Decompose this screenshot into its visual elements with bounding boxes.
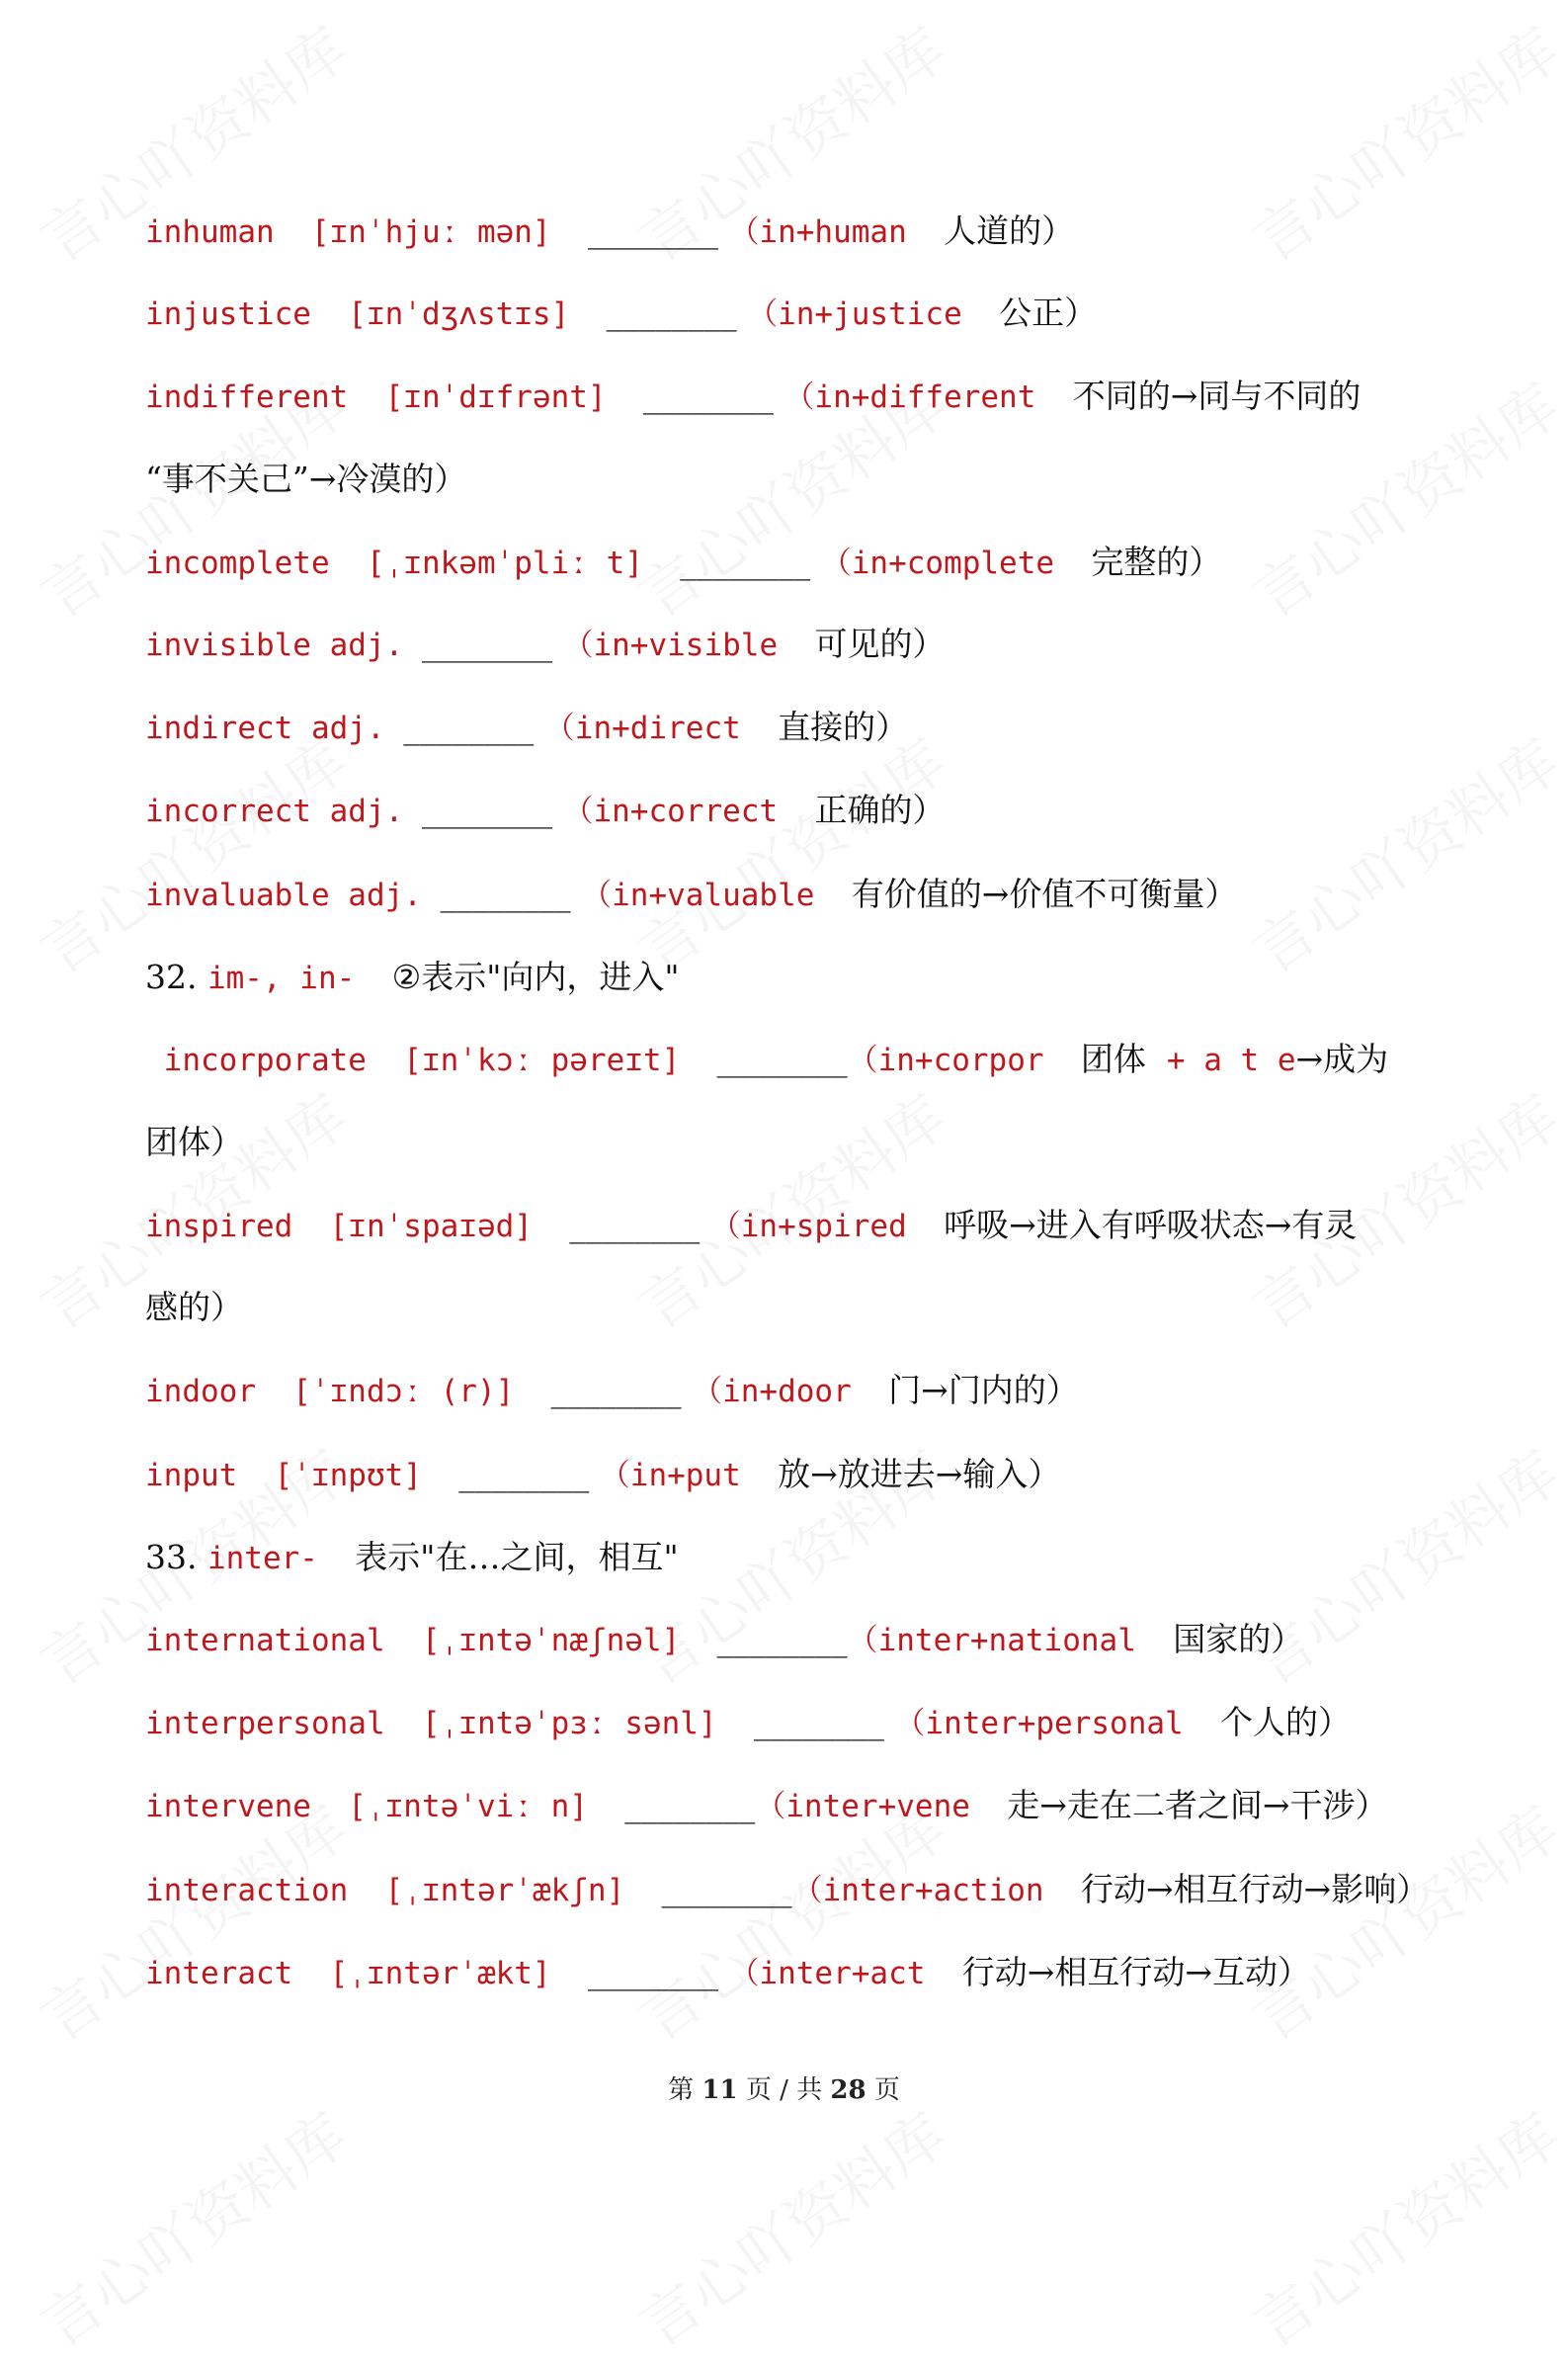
vocab-line	[145, 1371, 1079, 1411]
chinese-text: ________	[421, 625, 563, 663]
vocab-line	[145, 875, 1237, 915]
english-text: （inter+personal	[894, 1706, 1221, 1741]
chinese-text: ________	[550, 1371, 693, 1409]
chinese-text: 表示"在…之间，相互"	[355, 1538, 679, 1576]
vocab-line	[145, 1123, 243, 1163]
chinese-text: ________	[680, 543, 821, 581]
vocab-line	[145, 958, 680, 998]
vocab-line	[145, 460, 466, 500]
watermark	[22, 2090, 362, 2363]
chinese-text: 有价值的→价值不可衡量）	[851, 875, 1238, 913]
chinese-text: ②表示"向内，进入"	[391, 958, 680, 996]
chinese-text: 走→走在二者之间→干涉）	[1007, 1786, 1388, 1824]
watermark	[1234, 717, 1568, 990]
chinese-text: ________	[624, 1786, 756, 1824]
english-text: invisible adj.	[145, 628, 422, 663]
vocab-line	[145, 543, 1221, 583]
vocab-line	[145, 625, 945, 665]
english-text: （in+valuable	[581, 878, 852, 913]
chinese-text: ________	[753, 1703, 895, 1741]
page-footer	[0, 2069, 1568, 2106]
english-text: （inter+national	[847, 1623, 1174, 1658]
chinese-text: ________	[440, 875, 582, 913]
vocab-line	[145, 791, 945, 831]
footer-text: 第	[668, 2075, 702, 2105]
english-text: （in+door	[692, 1374, 889, 1409]
english-text: （inter+action	[791, 1873, 1081, 1908]
chinese-text: 行动→相互行动→影响）	[1080, 1870, 1430, 1908]
watermark	[1234, 2090, 1568, 2363]
watermark	[620, 717, 960, 990]
chinese-text: ________	[569, 1206, 710, 1244]
vocab-line	[145, 377, 1361, 417]
footer-text: 页 / 共	[737, 2075, 831, 2105]
english-text: （in+corpor	[847, 1043, 1081, 1078]
vocab-line	[145, 1703, 1351, 1743]
chinese-text: ________	[587, 1953, 729, 1991]
english-text: incorporate [ɪnˈkɔː pəreɪt]	[145, 1043, 717, 1078]
english-text: interaction [ˌɪntərˈækʃn]	[145, 1873, 662, 1908]
english-text: im-, in-	[206, 961, 392, 996]
chinese-text: ________	[421, 791, 563, 829]
english-text: injustice [ɪnˈdʒʌstɪs]	[145, 296, 607, 332]
chinese-text: ________	[587, 211, 729, 250]
english-text: （in+complete	[820, 546, 1092, 581]
english-text: （in+justice	[747, 296, 1000, 332]
chinese-text: 直接的）	[778, 708, 909, 746]
watermark	[1234, 5, 1568, 279]
footer-text: 页	[866, 2075, 900, 2105]
chinese-text: 人道的）	[944, 211, 1075, 250]
chinese-text: 可见的）	[814, 625, 946, 663]
vocab-line	[145, 708, 908, 748]
vocab-line	[145, 1620, 1303, 1660]
vocab-line	[145, 1040, 1388, 1080]
chinese-text: 个人的）	[1220, 1703, 1352, 1741]
chinese-text: 感的）	[145, 1288, 243, 1326]
chinese-text: 正确的）	[814, 791, 946, 829]
english-text: incomplete [ˌɪnkəmˈpliː t]	[145, 546, 681, 581]
vocab-line	[145, 1538, 679, 1578]
total-pages: 28	[830, 2075, 867, 2105]
chinese-text: ________	[716, 1620, 848, 1658]
chinese-text: 团体）	[145, 1123, 243, 1161]
vocab-line	[145, 1870, 1429, 1910]
english-text: input [ˈɪnpʊt]	[145, 1458, 459, 1493]
english-text: interpersonal [ˌɪntəˈpɜː sənl]	[145, 1706, 754, 1741]
chinese-text: ________	[458, 1455, 600, 1493]
vocab-line	[145, 1953, 1310, 1993]
english-text: + a t e	[1166, 1043, 1296, 1078]
english-text: indifferent [ɪnˈdɪfrənt]	[145, 380, 643, 415]
english-text: international [ˌɪntəˈnæʃnəl]	[145, 1623, 717, 1658]
english-text: （inter+act	[728, 1956, 962, 1991]
english-text: （in+direct	[543, 711, 779, 746]
english-text: intervene [ˌɪntəˈviː n]	[145, 1789, 625, 1824]
vocab-line	[145, 294, 1097, 334]
vocab-line	[145, 1206, 1357, 1246]
chinese-text: ________	[642, 377, 784, 415]
chinese-text: ________	[716, 1040, 848, 1078]
watermark	[22, 717, 362, 990]
english-text: inspired [ɪnˈspaɪəd]	[145, 1209, 570, 1244]
english-text: （in+human	[728, 214, 945, 250]
vocab-line	[145, 1455, 1060, 1495]
english-text: （in+correct	[562, 794, 815, 829]
vocab-line	[145, 211, 1074, 252]
vocab-line	[145, 1786, 1388, 1826]
english-text: （in+put	[599, 1458, 779, 1493]
chinese-text: 呼吸→进入有呼吸状态→有灵	[944, 1206, 1358, 1244]
chinese-text: 33.	[145, 1538, 207, 1576]
english-text: （in+spired	[709, 1209, 945, 1244]
chinese-text: 国家的）	[1173, 1620, 1304, 1658]
chinese-text: 行动→相互行动→互动）	[961, 1953, 1311, 1991]
chinese-text: ________	[661, 1870, 792, 1908]
english-text: incorrect adj.	[145, 794, 422, 829]
english-text: inter-	[206, 1541, 356, 1576]
chinese-text: 不同的→同与不同的	[1072, 377, 1362, 415]
chinese-text: ________	[606, 294, 748, 332]
chinese-text: 公正）	[999, 294, 1098, 332]
english-text: （in+different	[784, 380, 1073, 415]
english-text: indirect adj.	[145, 711, 404, 746]
english-text: （inter+vene	[755, 1789, 1008, 1824]
current-page: 11	[701, 2075, 738, 2105]
english-text: invaluable adj.	[145, 878, 441, 913]
chinese-text: 32.	[145, 958, 207, 996]
vocab-line	[145, 1288, 243, 1328]
english-text: inhuman [ɪnˈhjuː mən]	[145, 214, 588, 250]
watermark	[620, 2090, 960, 2363]
chinese-text: “事不关己”→冷漠的）	[145, 460, 467, 498]
english-text: （in+visible	[562, 628, 815, 663]
chinese-text: 完整的）	[1091, 543, 1222, 581]
chinese-text: 门→门内的）	[888, 1371, 1079, 1409]
chinese-text: →成为	[1295, 1040, 1389, 1078]
chinese-text: 团体	[1080, 1040, 1167, 1078]
chinese-text: 放→放进去→输入）	[778, 1455, 1061, 1493]
english-text: interact [ˌɪntərˈækt]	[145, 1956, 588, 1991]
chinese-text: ________	[403, 708, 544, 746]
english-text: indoor [ˈɪndɔː (r)]	[145, 1374, 551, 1409]
